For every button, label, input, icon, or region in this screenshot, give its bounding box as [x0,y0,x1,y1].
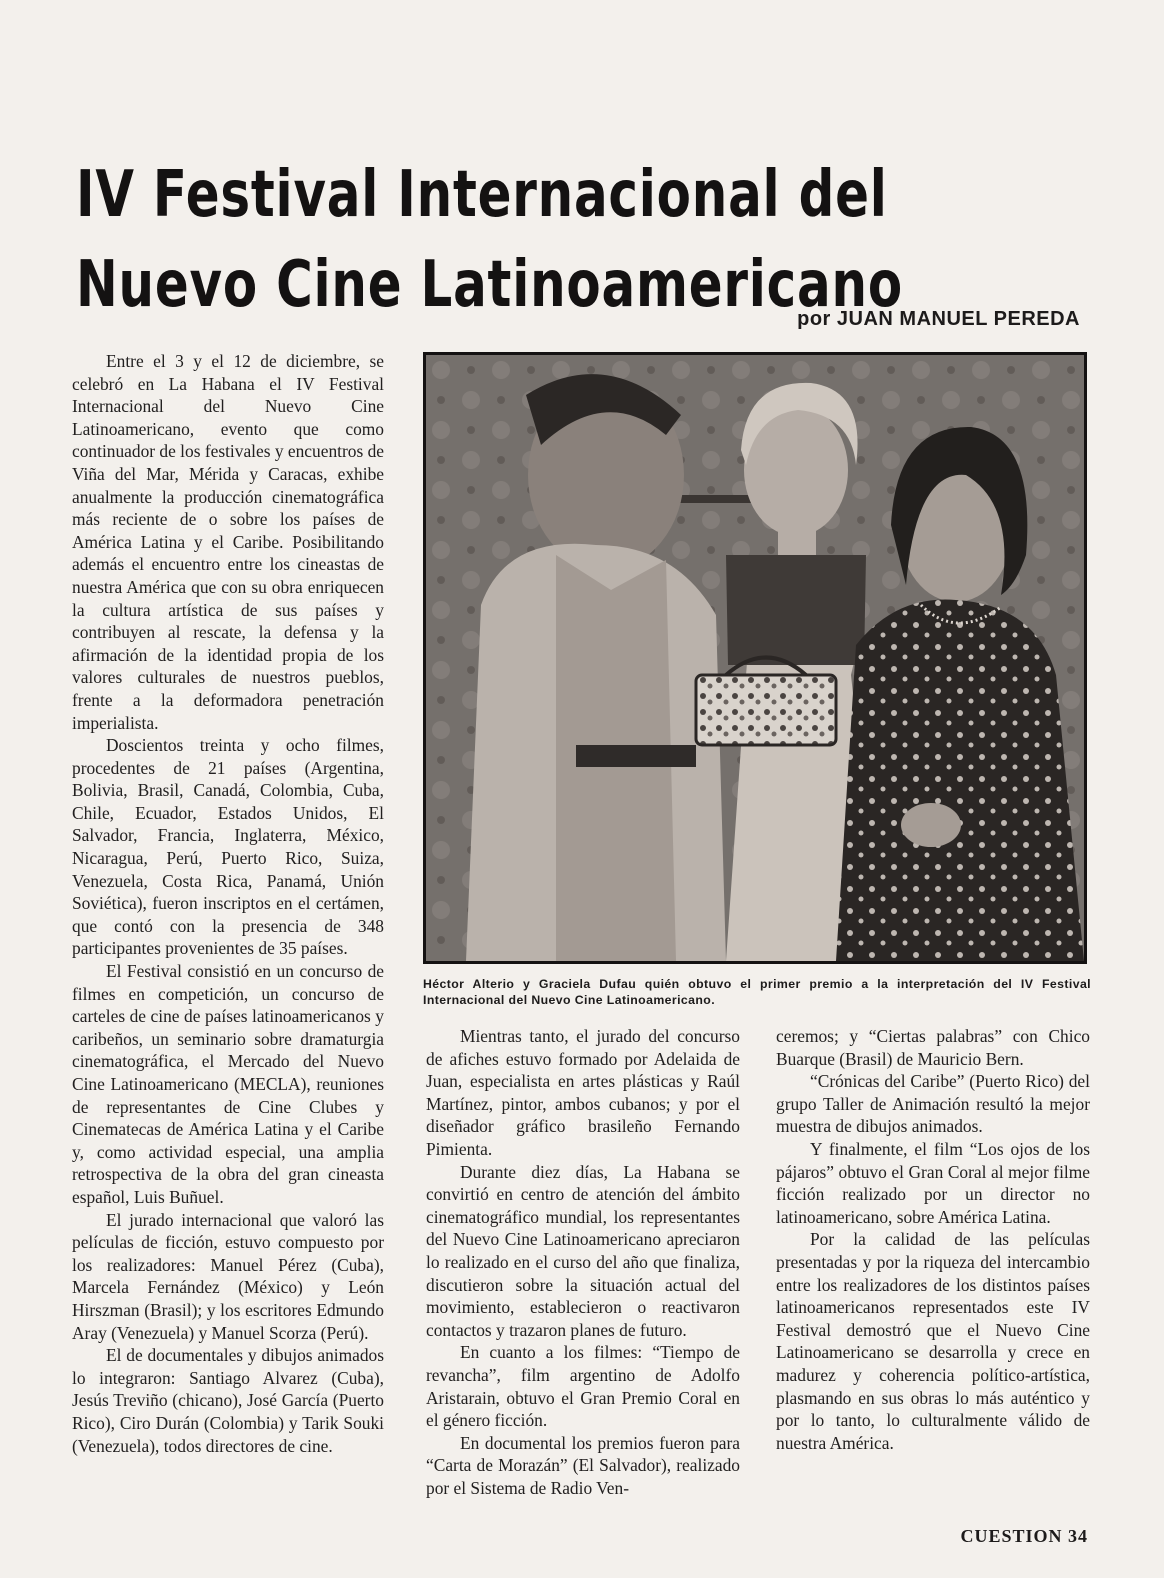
page-footer [960,1526,1088,1547]
paragraph: Mientras tanto, el jurado del concurso de afiches estuvo formado por Adelaida de Juan, especialista en artes plásticas y Raúl Martínez, pintor, ambos cubanos; y por el diseñador gráfico brasileño Fernando Pimienta. [426,1026,740,1159]
paragraph: El jurado internacional que valoró las películas de ficción, estuvo compuesto por los realizadores: Manuel Pérez (Cuba), Marcela Fernández (México) y León Hirszman (Brasil); y los escritores Edmundo Aray (Venezuela) y Manuel Scorza (Perú). [72,1209,384,1343]
page-number: 34 [1068,1526,1088,1546]
paragraph: Durante diez días, La Habana se convirtió en centro de atención del ámbito cinematográfico mundial, los representantes del Nuevo Cine Latinoamericano apreciaron lo realizado en el curso del año que finaliza, discutieron sobre la situación actual del movimiento, establecieron o reactivaron contactos y trazaron planes de futuro. [426,1161,740,1340]
paragraph: En cuanto a los filmes: “Tiempo de revancha”, film argentino de Adolfo Aristarain, obtuvo el Gran Premio Coral en el género ficción. [426,1342,740,1431]
text-column-3 [776,1025,1090,1454]
photo-caption: Héctor Alterio y Graciela Dufau quién obtuvo el primer premio a la interpretación del IV Festival Internacional del Nuevo Cine Latinoamericano. [423,977,1091,1007]
magazine-name: CUESTION [960,1526,1063,1546]
text-column-1 [72,350,384,1457]
article-title [76,150,903,330]
paragraph: “Crónicas del Caribe” (Puerto Rico) del grupo Taller de Animación resultó la mejor muestra de dibujos animados. [776,1071,1090,1137]
text-column-2 [426,1025,740,1499]
paragraph: Por la calidad de las películas presentadas y por la riqueza del intercambio entre los realizadores de los distintos países latinoamericanos representados este IV Festival demostró que el Nuevo Cine Latinoamericano se desarrolla y crece en madurez y coherencia político-artística, plasmando en sus obras lo más auténtico y por lo tanto, lo culturalmente válido de nuestra América. [776,1229,1090,1453]
byline: por JUAN MANUEL PEREDA [797,308,1080,330]
photo-illustration [426,355,1084,961]
paragraph: El Festival consistió en un concurso de filmes en competición, un concurso de carteles de cine de países latinoamericanos y caribeños, un seminario sobre dramaturgia cinematográfica, el Mercado del Nuevo Cine Latinoamericano (MECLA), reuniones de representantes de Cine Clubes y Cinematecas de América Latina y el Caribe y, como actividad especial, una amplia retrospectiva de la obra del gran cineasta español, Luis Buñuel. [72,961,384,1207]
paragraph: Doscientos treinta y ocho filmes, procedentes de 21 países (Argentina, Bolivia, Brasil, Canadá, Colombia, Cuba, Chile, Ecuador, Estados Unidos, El Salvador, Francia, Inglaterra, México, Nicaragua, Perú, Puerto Rico, Suiza, Venezuela, Costa Rica, Panamá, Unión Soviética), fueron inscriptos en el certámen, que contó con la presencia de 348 participantes provenientes de 35 países. [72,735,384,959]
paragraph: En documental los premios fueron para “Carta de Morazán” (El Salvador), realizado por el Sistema de Radio Ven- [426,1432,740,1498]
film-still-photo [423,352,1087,964]
paragraph: Y finalmente, el film “Los ojos de los pájaros” obtuvo el Gran Coral al mejor filme ficción realizado por un director no latinoamericano, sobre América Latina. [776,1138,1090,1227]
paragraph: ceremos; y “Ciertas palabras” con Chico Buarque (Brasil) de Mauricio Bern. [776,1026,1090,1069]
paragraph: El de documentales y dibujos animados lo integraron: Santiago Alvarez (Cuba), Jesús Treviño (chicano), José García (Puerto Rico), Ciro Durán (Colombia) y Tarik Souki (Venezuela), todos directores de cine. [72,1345,384,1456]
title-line-1: IV Festival Internacional del [76,158,888,232]
paragraph: Entre el 3 y el 12 de diciembre, se celebró en La Habana el IV Festival Internacional del Nuevo Cine Latinoamericano, evento que como continuador de los festivales y encuentros de Viña del Mar, Mérida y Caracas, exhibe anualmente la producción cinematográfica más reciente de o sobre los países de América Latina y el Caribe. Posibilitando además el encuentro entre los cineastas de nuestra América que con su obra enriquecen la cultura artística de sus países y contribuyen al rescate, la defensa y la afirmación de la identidad propia de los valores culturales de nuestros pueblos, frente a la deformadora penetración imperialista. [72,351,384,733]
title-line-2: Nuevo Cine Latinoamericano [76,248,903,322]
